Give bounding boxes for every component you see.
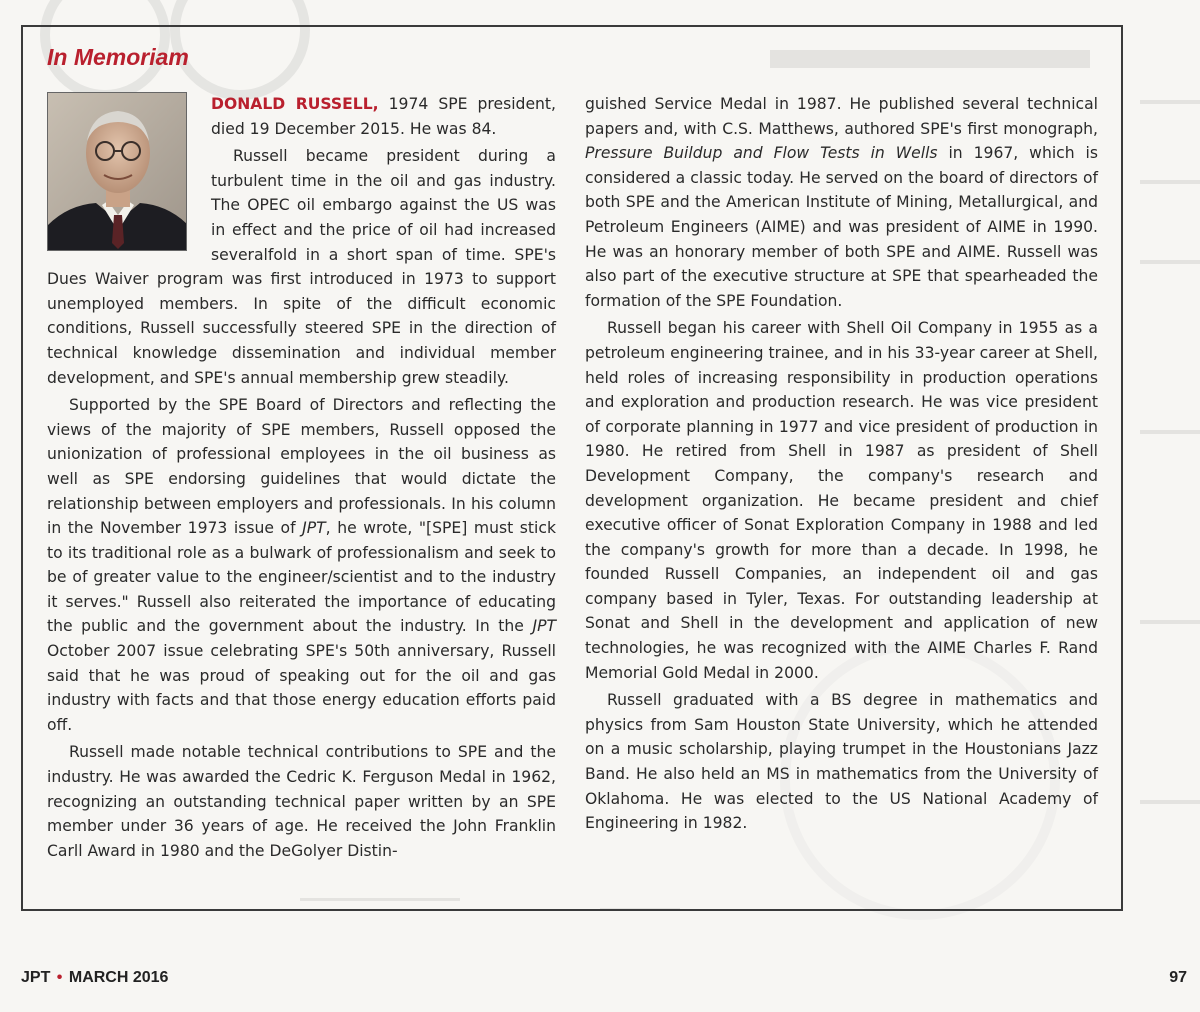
publication-title: JPT (302, 519, 326, 538)
article-paragraph: Russell graduated with a BS degree in mathematics and physics from Sam Houston State University, which he attended on a music scholarship, playing trumpet in the Houstonians Jazz Band. He also held an MS in mathematics from the University of Oklahoma. He was elected to the US National Academy of Engineering in 1982. (585, 691, 1098, 833)
separator-bullet: • (56, 969, 63, 986)
article-paragraph-intro (47, 92, 556, 141)
publication-name: JPT (21, 969, 51, 986)
section-title: In Memoriam (47, 44, 189, 70)
article-paragraph (47, 393, 556, 737)
article-paragraph: Russell became president during a turbulent time in the oil and gas industry. The OPEC oil embargo against the US was in effect and the price of oil had increased severalfold in a short span of time. SPE's Dues Waiver program was first introduced in 1973 to support unemployed members. In spite of the difficult economic conditions, Russell successfully steered SPE in the direction of technical knowledge dissemination and individual member development, and SPE's annual membership grew steadily. (47, 147, 556, 387)
paragraph-text: , he wrote, "[SPE] must stick to its traditional role as a bulwark of professionalism and seek to be of greater value to the engineer/scientist and to the industry it serves." Russell also reiterated the importance of educating the public and the government about the industry. In the (47, 519, 556, 636)
publication-title: JPT (532, 617, 556, 636)
paragraph-text: October 2007 issue celebrating SPE's 50th anniversary, Russell said that he was proud of speaking out for the oil and gas industry with facts and that those energy education efforts paid off. (47, 642, 556, 734)
article-paragraph: Russell made notable technical contributions to SPE and the industry. He was awarded the Cedric K. Ferguson Medal in 1962, recognizing an outstanding technical paper written by an SPE member under 36 years of age. He received the John Franklin Carll Award in 1980 and the DeGolyer Distin- (47, 743, 556, 860)
article-paragraph (585, 92, 1098, 313)
paragraph-text: in 1967, which is considered a classic today. He served on the board of directors of both SPE and the American Institute of Mining, Metallurgical, and Petroleum Engineers (AIME) and was president of AIME in 1990. He was an honorary member of both SPE and AIME. Russell was also part of the executive structure at SPE that spearheaded the formation of the SPE Foundation. (585, 144, 1098, 310)
person-name: DONALD RUSSELL, (211, 95, 379, 113)
paragraph-text: guished Service Medal in 1987. He published several technical papers and, with C.S. Matthews, authored SPE's first monograph, (585, 95, 1098, 138)
article-column-right (585, 92, 1098, 839)
photo-float-space (47, 92, 187, 250)
intro-text: 1974 SPE president, died 19 December 2015. He was 84. (211, 95, 556, 138)
page-number: 97 (1169, 969, 1187, 986)
monograph-title: Pressure Buildup and Flow Tests in Wells (585, 144, 938, 163)
article-column-left (47, 92, 556, 866)
paragraph-text: Supported by the SPE Board of Directors and reflecting the views of the majority of SPE members, Russell opposed the unionization of professional employees in the oil business as well as SPE endorsing guidelines that would dictate the relationship between employers and professionals. In his column in the November 1973 issue of (47, 396, 556, 538)
footer-issue (21, 969, 168, 987)
article-paragraph: Russell began his career with Shell Oil Company in 1955 as a petroleum engineering trainee, and in his 33-year career at Shell, held roles of increasing responsibility in production operations and exploration and production research. He was vice president of corporate planning in 1977 and vice president of production in 1980. He retired from Shell in 1987 as president of Shell Development Company, the company's research and development organization. He became president and chief executive officer of Sonat Exploration Company in 1988 and led the company's growth for more than a decade. In 1998, he founded Russell Companies, an independent oil and gas company based in Tyler, Texas. For outstanding leadership at Sonat and Shell in the development and application of new technologies, he was recognized with the AIME Charles F. Rand Memorial Gold Medal in 2000. (585, 319, 1098, 682)
issue-date: MARCH 2016 (68, 969, 169, 986)
